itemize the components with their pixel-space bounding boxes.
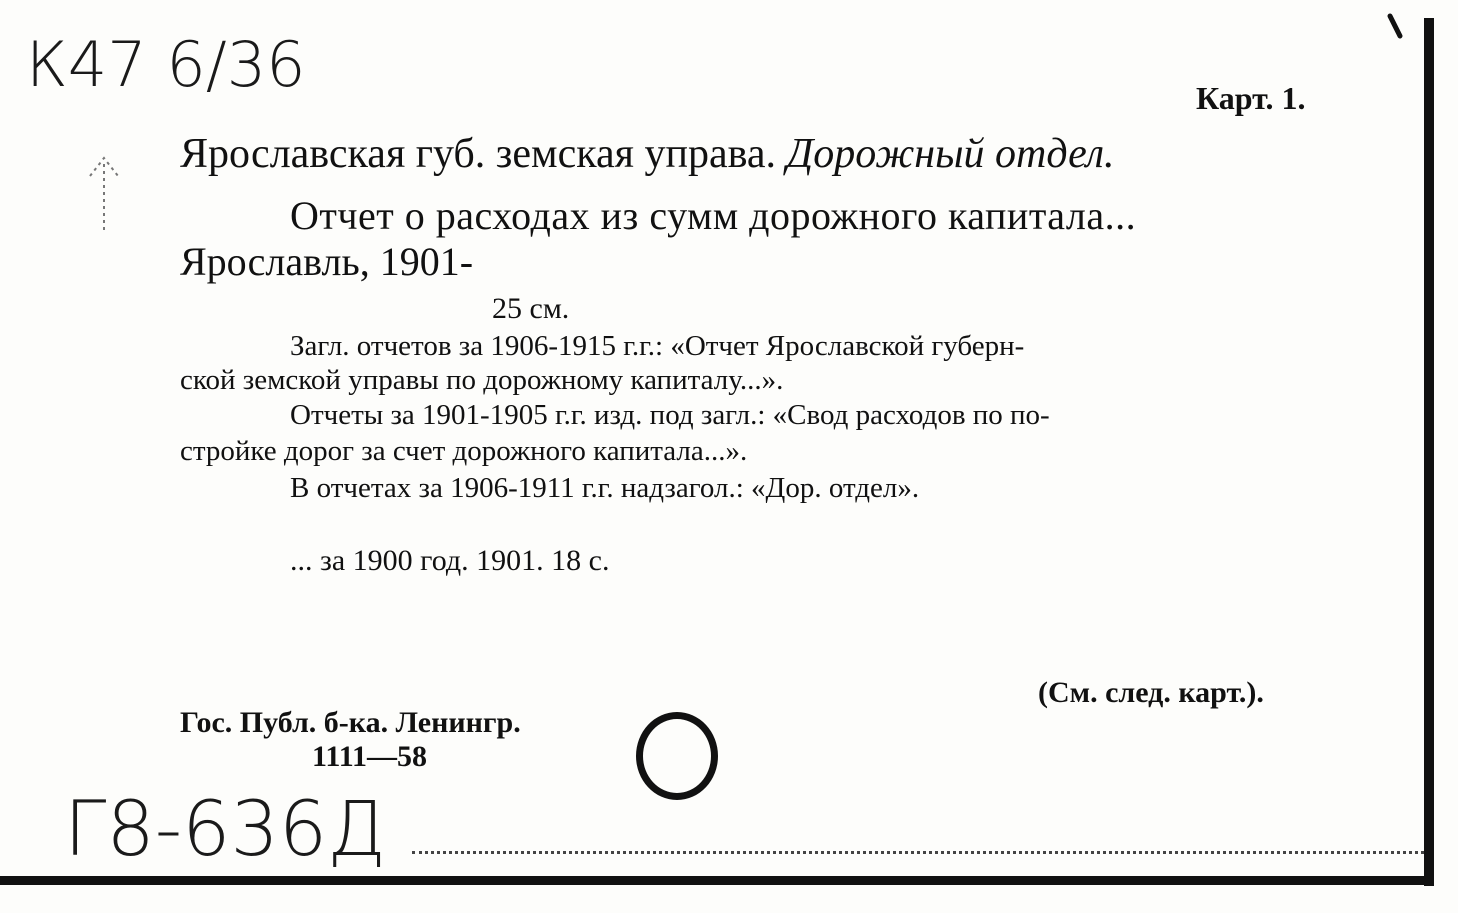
corner-tick-mark [1386,12,1406,42]
title-line-1: Отчет о расходах из сумм дорожного капитала... [290,193,1137,238]
title-line-2: Ярославль, 1901- [180,239,474,284]
note-line: В отчетах за 1906-1911 г.г. надзагол.: «Дор. отдел». [290,472,920,504]
size-statement: 25 см. [492,292,570,325]
heading [180,130,1115,178]
library-stamp-line-1: Гос. Публ. б-ка. Ленингр. [180,706,521,739]
card-edge-bottom [0,876,1434,885]
card-edge-right [1424,18,1434,886]
volume-entry: ... за 1900 год. 1901. 18 с. [290,544,610,577]
note-line: ской земской управы по дорожному капиталу...». [180,364,784,396]
handwritten-shelfmark-bottom: Г8-636Д [64,784,387,873]
heading-author: Ярославская губ. земская управа. [180,131,777,177]
handwritten-shelfmark-top: К47 6/36 [26,28,306,101]
library-stamp-line-2: 1111—58 [312,740,428,773]
dotted-rule [412,851,1424,854]
circle-mark-icon [636,712,718,800]
heading-division: Дорожный отдел. [786,131,1115,177]
note-line: Загл. отчетов за 1906-1915 г.г.: «Отчет Ярославской губерн- [290,330,1025,362]
note-line: стройке дорог за счет дорожного капитала...». [180,435,748,467]
card-number: Карт. 1. [1196,80,1306,116]
see-next-card: (См. след. карт.). [1038,676,1264,709]
note-line: Отчеты за 1901-1905 г.г. изд. под загл.: «Свод расходов по по- [290,399,1050,431]
pencil-arrow-mark [84,150,124,240]
